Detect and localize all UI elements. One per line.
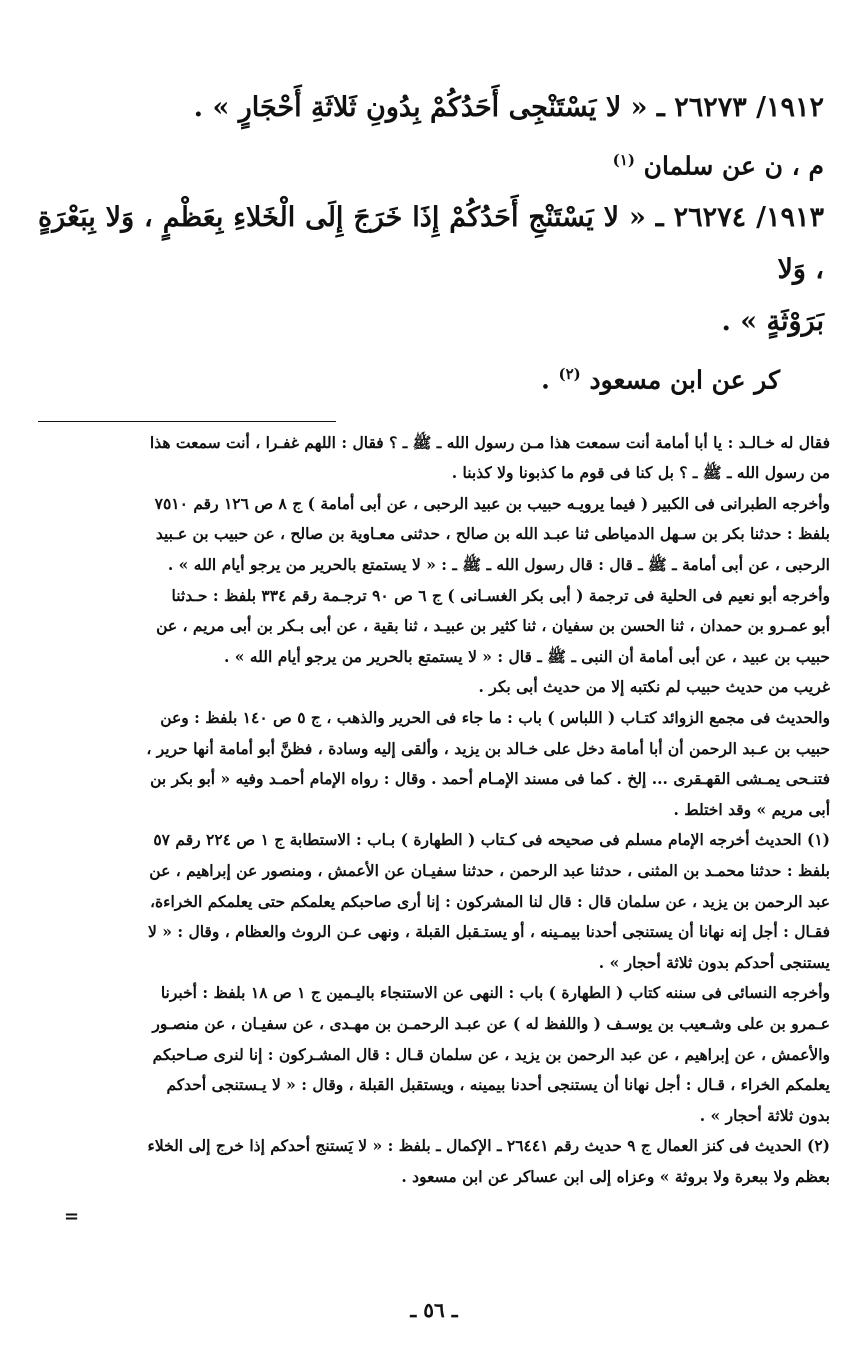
- footnote-1: [38, 825, 830, 1131]
- note-line: أبى مريم » وقد اختلط .: [673, 799, 830, 819]
- footnote-1-line: بدون ثلاثة أحجار » .: [699, 1105, 830, 1125]
- footnote-2: [38, 1131, 830, 1192]
- source-end: .: [541, 365, 550, 395]
- note-line: الرحبى ، عن أبى أمامة ـ ﷺ ـ قال : قال رسول الله ـ ﷺ ـ : « لا يستمتع بالحرير من يرجو أيام الله » .: [167, 555, 830, 575]
- note-line: غريب من حديث حبيب لم نكتبه إلا من حديث أبى بكر .: [478, 677, 830, 697]
- note-line: أبو عمـرو بن حمدان ، ثنا الحسن بن سفيان ، ثنا كثير بن عبيـد ، ثنا بقية ، عن أبى بـكر بن أبى مريم ، عن: [156, 616, 830, 636]
- footnote-1-line: بلفظ : حدثنا محمـد بن المثنى ، حدثنا عبد الرحمن ، حدثنا سفيـان عن الأعمش ، ومنصور عن إبراهيم ، عن: [149, 860, 830, 880]
- hadith-1913-source: [38, 348, 780, 406]
- hadith-1913-line-2: بَرَوْثَةٍ » .: [721, 306, 824, 338]
- footnote-1-line: فقـال : أجل إنه نهانا أن يستنجى أحدنا بيمـينه ، أو يستـقبل القبلة ، ونهى عـن الروث والعظام ، وقال : « لا: [148, 922, 830, 942]
- note-line: وأخرجه أبو نعيم فى الحلية فى ترجمة ( أبى بكر الغسـانى ) ج ٦ ص ٩٠ ترجـمة رقم ٣٣٤ بلفظ : حـدثنا: [171, 585, 830, 605]
- footnote-1-line: وأخرجه النسائى فى سننه كتاب ( الطهارة ) باب : النهى عن الاستنجاء باليـمين ج ١ ص ١٨ بلفظ : أخبرنا: [160, 983, 830, 1003]
- hadith-1913-line-1: ١٩١٣/ ٢٦٢٧٤ ـ « لا يَسْتَنْجِ أَحَدُكُمْ إِذَا خَرَجَ إِلَى الْخَلاءِ بِعَظْمٍ ، وَلا بِبَعْرَةٍ ، وَلا: [38, 202, 824, 286]
- source-text: م ، ن عن سلمان: [643, 151, 824, 181]
- footnote-1-line: عـمرو بن على وشـعيب بن يوسـف ( واللفظ له ) عن عبـد الرحمـن بن مهـدى ، عن سفيـان ، عن منصـور: [152, 1013, 830, 1033]
- footnotes-section: [38, 428, 830, 1193]
- footnote-1-line: والأعمش ، عن إبراهيم ، عن عبد الرحمن بن يزيد ، عن سلمان قـال : قال المشـركون : إنا لنرى صـاحبكم: [152, 1044, 830, 1064]
- note-line: فقال له خـالـد : يا أبا أمامة أنت سمعت هذا مـن رسول الله ـ ﷺ ـ ؟ فقال : اللهم غفـرا ، أنت سمعت هذا: [149, 432, 830, 452]
- note-line: بلفظ : حدثنا بكر بن سـهل الدمياطى ثنا عبـد الله بن صالح ، حدثنى معـاوية بن صالح ، عن حبيب بن عـبيد: [155, 524, 830, 544]
- footnote-divider: [38, 421, 336, 422]
- note-line: فتنـحى يمـشى القهـقرى ... إلخ . كما فى مسند الإمـام أحمد . وقال : رواه الإمام أحمـد وفيه « أبو بكر بن: [150, 769, 830, 789]
- hadith-1912-source: [38, 134, 824, 192]
- page-number: ـ ٥٦ ـ: [410, 1298, 458, 1322]
- note-line: من رسول الله ـ ﷺ ـ ؟ بل كنا فى قوم ما كذبونا ولا كذبنا .: [451, 463, 830, 483]
- footnote-2-line: (٢) الحديث فى كنز العمال ج ٩ حديث رقم ٢٦٤٤١ ـ الإكمال ـ بلفظ : « لا يَستنج أحدكم إذا خرج إلى الخلاء: [147, 1136, 830, 1156]
- note-line: والحديث فى مجمع الزوائد كتـاب ( اللباس ) باب : ما جاء فى الحرير والذهب ، ج ٥ ص ١٤٠ بلفظ : وعن: [160, 708, 830, 727]
- footnote-2-line: بعظم ولا ببعرة ولا بروثة » وعزاه إلى ابن عساكر عن ابن مسعود .: [401, 1166, 830, 1186]
- footnote-1-line: يعلمكم الخراء ، قـال : أجل نهانا أن يستنجى أحدنا بيمينه ، ويستقبل القبلة ، وقال : « لا يـستنجى أحدكم: [166, 1075, 830, 1095]
- footnote-1-line: عبد الرحمن بن يزيد ، عن سلمان قال : قال لنا المشركون : إنا أرى صاحبكم يعلمكم حتى يعلمكم الخراءة،: [150, 891, 830, 911]
- footnote-1-line: (١) الحديث أخرجه الإمام مسلم فى صحيحه فى كـتاب ( الطهارة ) بـاب : الاستطابة ج ١ ص ٢٢٤ رقم ٥٧: [153, 830, 830, 850]
- footnote-ref-2: (٢): [558, 365, 581, 384]
- hadith-1912: ١٩١٢/ ٢٦٢٧٣ ـ « لا يَسْتَنْجِى أَحَدُكُمْ بِدُونِ ثَلاثَةِ أَحْجَارٍ » .: [193, 92, 824, 123]
- note-line: حبيب بن عبيد ، عن أبى أمامة أن النبى ـ ﷺ ـ قال : « لا يستمتع بالحرير من يرجو أيام الله » .: [223, 646, 830, 666]
- note-line: حبيب بن عـبد الرحمن أن أبا أمامة دخل على خـالد بن يزيد ، وألقى إليه وسادة ، فظنَّ أبو أمامة أنها حرير ،: [146, 738, 830, 758]
- continuation-mark: =: [64, 1206, 80, 1227]
- source-text: كر عن ابن مسعود: [589, 365, 780, 395]
- footnote-ref-1: (١): [612, 151, 635, 169]
- note-line: وأخرجه الطبرانى فى الكبير ( فيما يرويـه حبيب بن عبيد الرحبى ، عن أبى أمامة ) ج ٨ ص ١٢٦ رقم ٧٥١٠: [154, 493, 830, 513]
- footnote-1-line: يستنجى أحدكم بدون ثلاثة أحجار » .: [598, 952, 830, 972]
